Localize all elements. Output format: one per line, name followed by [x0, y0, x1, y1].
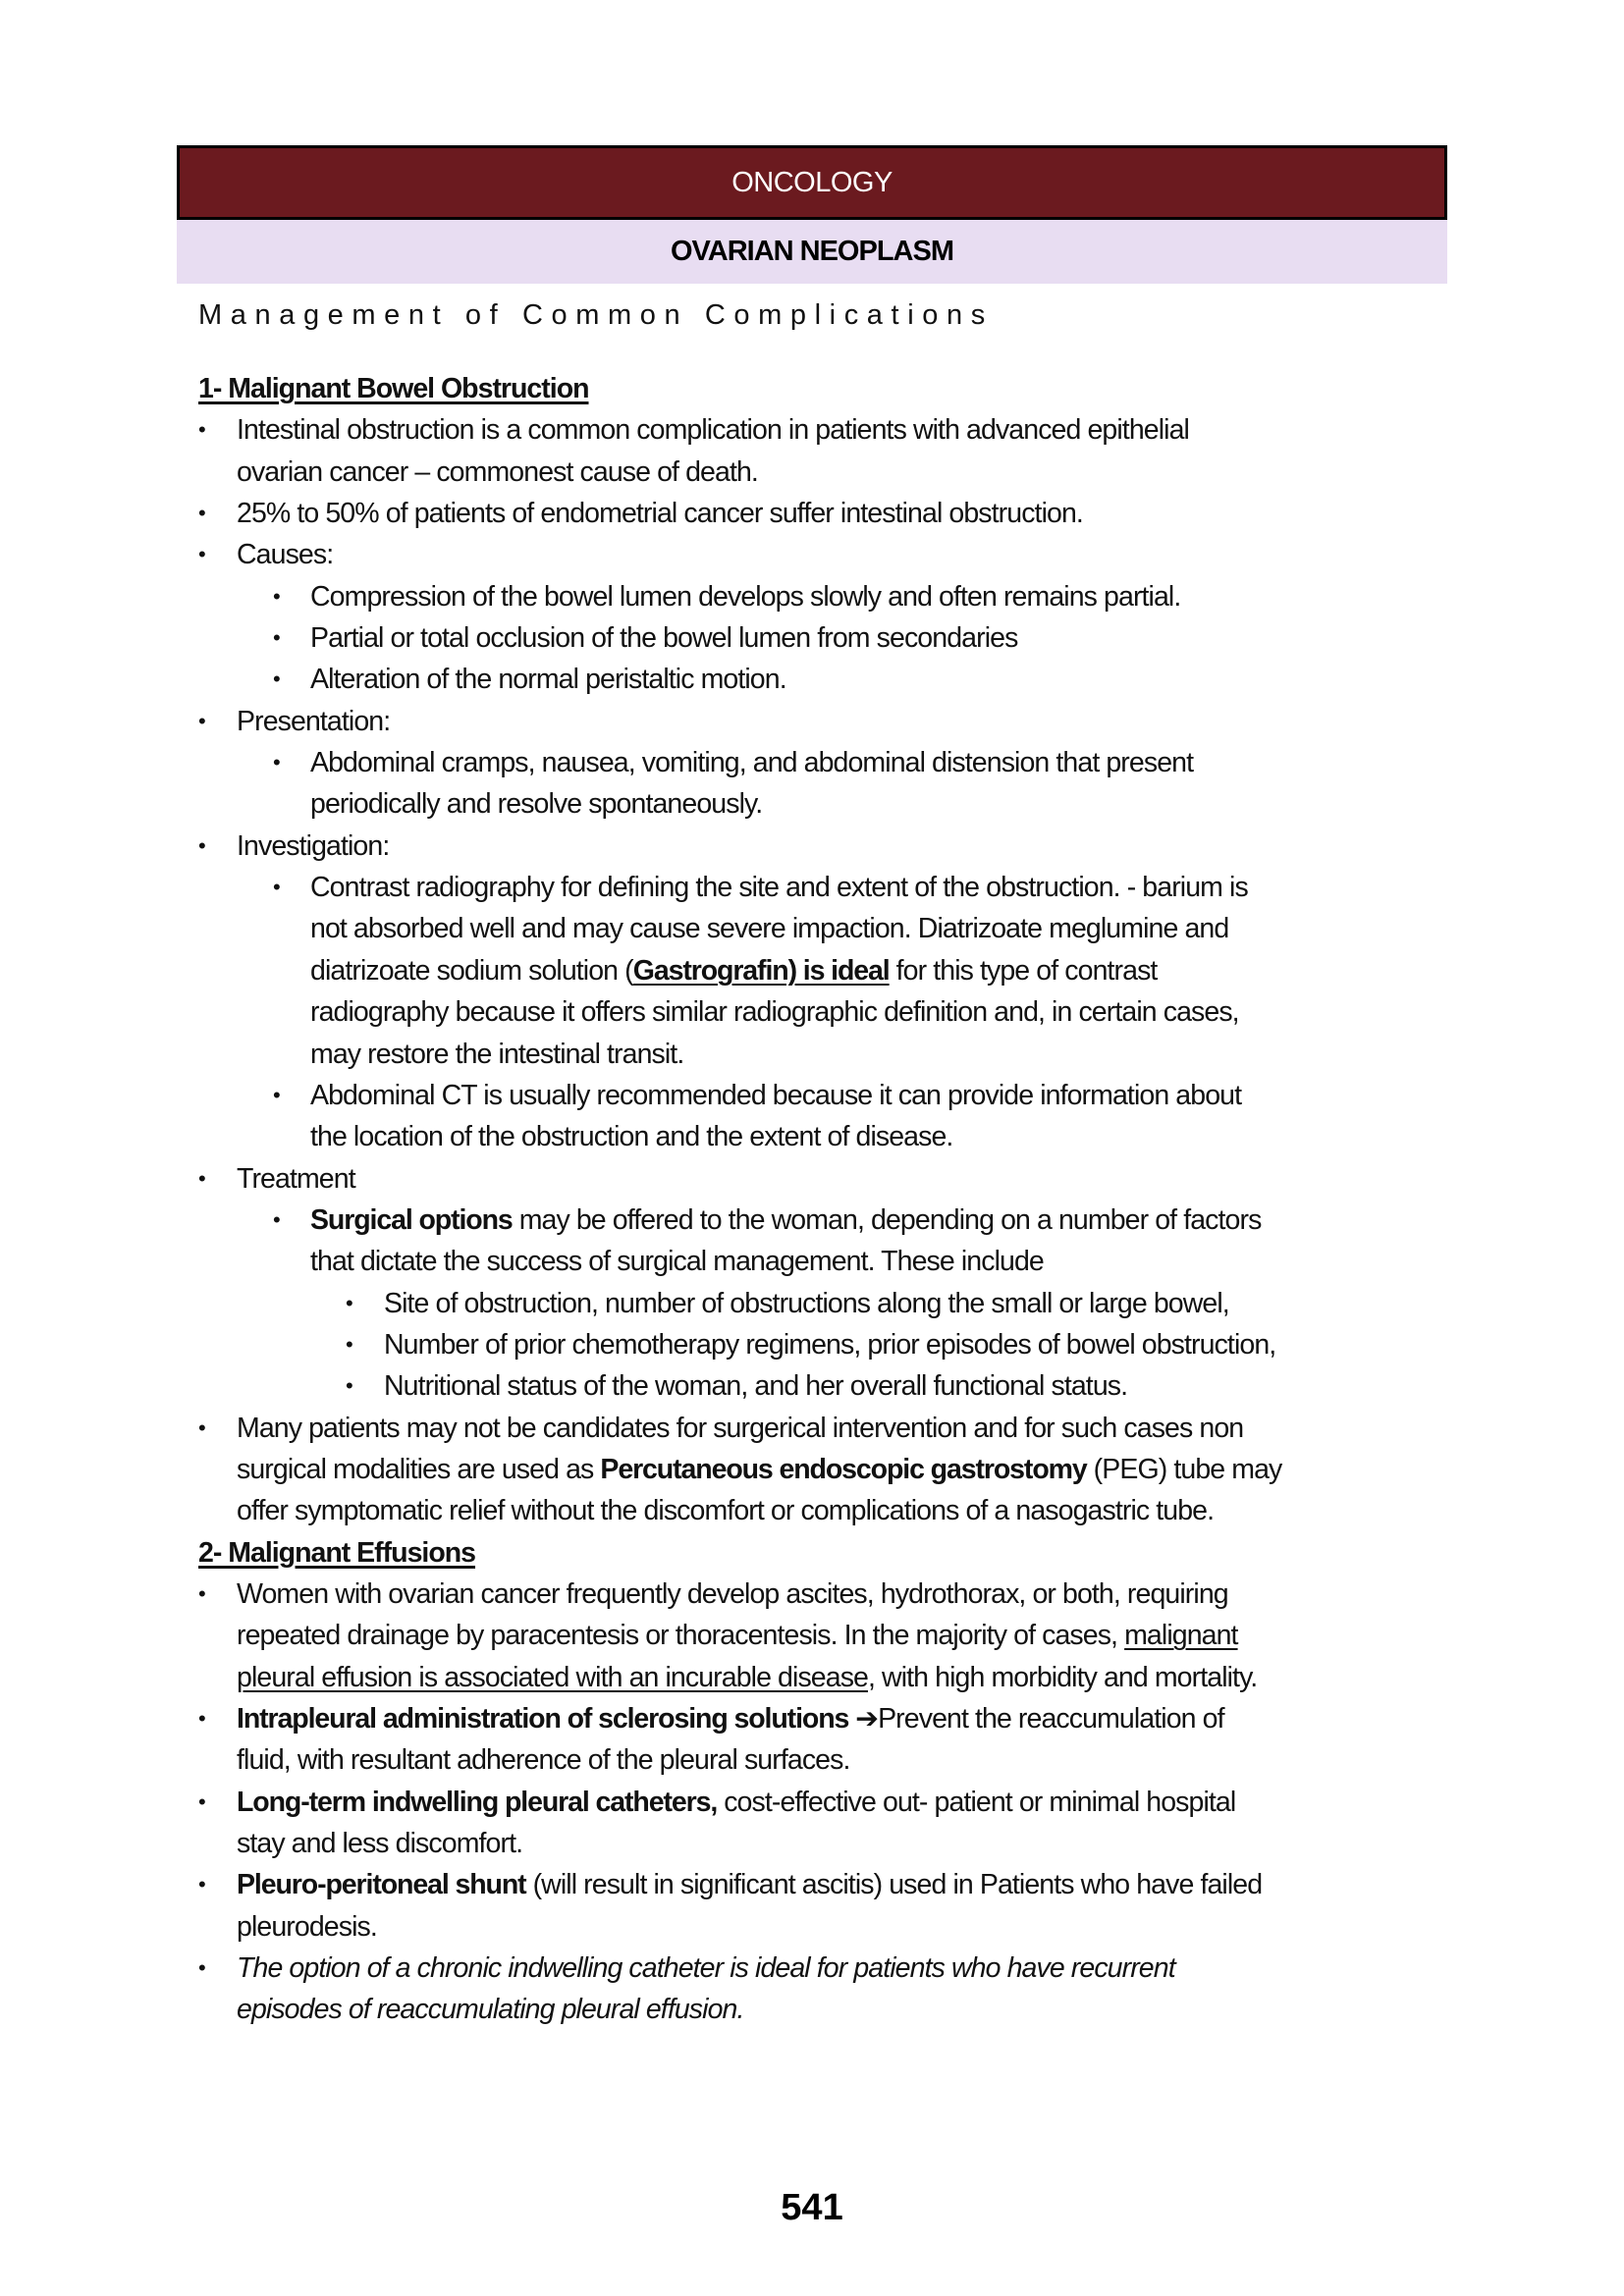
- bullet-icon: •: [198, 542, 205, 567]
- document-body: [198, 368, 1465, 2031]
- list-item: • Surgical options may be offered to the woman, depending on a number of factors: [198, 1200, 1465, 1241]
- list-item: • Alteration of the normal peristaltic motion.: [198, 659, 1465, 700]
- list-item-continuation: the location of the obstruction and the extent of disease.: [310, 1121, 953, 1153]
- list-item: • Many patients may not be candidates for surgerical intervention and for such cases non: [198, 1408, 1465, 1449]
- list-item: • Site of obstruction, number of obstructions along the small or large bowel,: [198, 1283, 1465, 1324]
- bullet-icon: •: [198, 1415, 205, 1440]
- bullet-icon: •: [273, 1082, 280, 1107]
- list-item-continuation: fluid, with resultant adherence of the pleural surfaces.: [237, 1744, 850, 1777]
- bullet-icon: •: [273, 1206, 280, 1232]
- list-item-continuation: ovarian cancer – commonest cause of death.: [237, 455, 758, 488]
- topic-title: OVARIAN NEOPLASM: [671, 236, 953, 267]
- bullet-icon: •: [198, 1789, 205, 1814]
- list-item: • Partial or total occlusion of the bowel lumen from secondaries: [198, 617, 1465, 659]
- bullet-icon: •: [198, 1580, 205, 1606]
- list-item: • The option of a chronic indwelling catheter is ideal for patients who have recurrent: [198, 1948, 1465, 1989]
- list-item-investigation: • Investigation:: [198, 826, 1465, 867]
- bullet-icon: •: [198, 832, 205, 858]
- list-item: • Women with ovarian cancer frequently develop ascites, hydrothorax, or both, requiring: [198, 1574, 1465, 1615]
- bullet-icon: •: [198, 1955, 205, 1981]
- bullet-icon: •: [273, 625, 280, 651]
- bullet-icon: •: [198, 708, 205, 733]
- list-item: • Contrast radiography for defining the site and extent of the obstruction. - barium is: [198, 867, 1465, 908]
- list-item-continuation: may restore the intestinal transit.: [310, 1038, 684, 1070]
- list-item-continuation: offer symptomatic relief without the discomfort or complications of a nasogastric tube.: [237, 1495, 1215, 1527]
- gastrografin-emphasis: Gastrografin) is ideal: [632, 954, 890, 987]
- list-item: • Abdominal CT is usually recommended because it can provide information about: [198, 1075, 1465, 1116]
- list-item-continuation: episodes of reaccumulating pleural effusion.: [237, 1994, 744, 2026]
- bullet-icon: •: [346, 1331, 352, 1357]
- category-title: ONCOLOGY: [731, 166, 893, 198]
- list-item: • Nutritional status of the woman, and her overall functional status.: [198, 1365, 1465, 1407]
- bullet-icon: •: [273, 583, 280, 609]
- list-item-continuation: radiography because it offers similar radiographic definition and, in certain cases,: [310, 996, 1239, 1029]
- page-number: 541: [781, 2187, 843, 2228]
- list-item-presentation: • Presentation:: [198, 701, 1465, 742]
- section-heading-bowel-obstruction: 1- Malignant Bowel Obstruction: [198, 373, 589, 404]
- list-item-treatment: • Treatment: [198, 1158, 1465, 1200]
- list-item-continuation: pleurodesis.: [237, 1910, 377, 1943]
- right-arrow-icon: ➔: [855, 1703, 879, 1735]
- bullet-icon: •: [198, 501, 205, 526]
- bullet-icon: •: [346, 1373, 352, 1399]
- bullet-icon: •: [273, 750, 280, 775]
- category-banner: [177, 145, 1447, 220]
- list-item: • Intrapleural administration of sclerosing solutions ➔Prevent the reaccumulation of: [198, 1698, 1465, 1739]
- list-item-continuation: repeated drainage by paracentesis or thoracentesis. In the majority of cases, malignant: [237, 1620, 1238, 1652]
- list-item-continuation: diatrizoate sodium solution (Gastrografin) is ideal for this type of contrast: [310, 954, 1158, 987]
- bullet-icon: •: [198, 1706, 205, 1731]
- list-item-continuation: periodically and resolve spontaneously.: [310, 788, 763, 821]
- list-item-causes: • Causes:: [198, 534, 1465, 575]
- bullet-icon: •: [198, 1872, 205, 1897]
- list-item: • 25% to 50% of patients of endometrial cancer suffer intestinal obstruction.: [198, 493, 1465, 534]
- section-heading-malignant-effusions: 2- Malignant Effusions: [198, 1536, 476, 1569]
- section-title: Management of Common Complications: [198, 299, 994, 331]
- topic-banner: [177, 220, 1447, 284]
- list-item: • Pleuro-peritoneal shunt (will result in significant ascitis) used in Patients who have failed: [198, 1864, 1465, 1905]
- bullet-icon: •: [198, 417, 205, 443]
- bullet-icon: •: [273, 667, 280, 692]
- list-item-continuation: stay and less discomfort.: [237, 1828, 523, 1860]
- list-item: • Long-term indwelling pleural catheters, cost-effective out- patient or minimal hospital: [198, 1782, 1465, 1823]
- list-item: • Number of prior chemotherapy regimens, prior episodes of bowel obstruction,: [198, 1324, 1465, 1365]
- list-item-continuation: surgical modalities are used as Percutaneous endoscopic gastrostomy (PEG) tube may: [237, 1453, 1282, 1485]
- bullet-icon: •: [198, 1165, 205, 1191]
- list-item: • Compression of the bowel lumen develops slowly and often remains partial.: [198, 576, 1465, 617]
- list-item: • Abdominal cramps, nausea, vomiting, and abdominal distension that present: [198, 742, 1465, 783]
- bullet-icon: •: [346, 1290, 352, 1315]
- list-item-continuation: not absorbed well and may cause severe impaction. Diatrizoate meglumine and: [310, 913, 1229, 945]
- list-item-continuation: that dictate the success of surgical management. These include: [310, 1246, 1044, 1278]
- list-item: • Intestinal obstruction is a common complication in patients with advanced epithelial: [198, 409, 1465, 451]
- list-item-continuation: pleural effusion is associated with an incurable disease, with high morbidity and mortality.: [237, 1661, 1258, 1693]
- bullet-icon: •: [273, 875, 280, 900]
